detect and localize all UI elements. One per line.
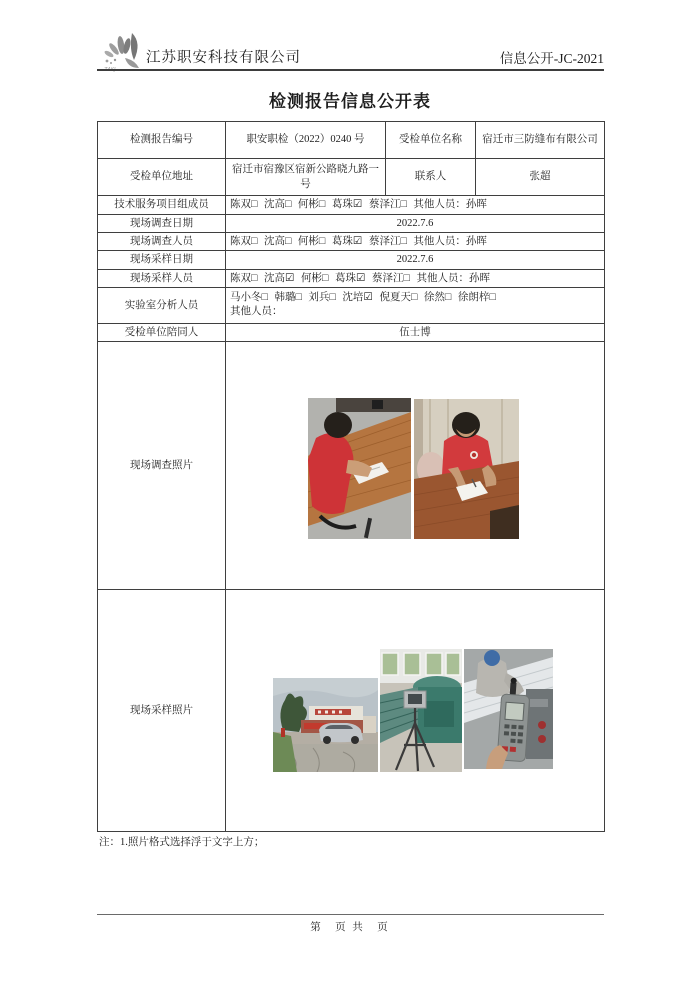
doc-code: 信息公开-JC-2021 <box>499 51 604 66</box>
factory-gate-photo <box>273 678 378 772</box>
report-info-table <box>97 121 605 832</box>
contact-label: 联系人 <box>386 159 476 196</box>
page-number-line: 第 页 共 页 <box>310 922 390 933</box>
contact-value: 张超 <box>476 159 605 196</box>
footer-rule <box>97 914 604 915</box>
report-number-label: 检测报告编号 <box>98 122 226 159</box>
survey-staff-label: 现场调查人员 <box>98 233 226 251</box>
sampling-date-value: 2022.7.6 <box>226 251 605 269</box>
page-title: 检测报告信息公开表 <box>269 92 431 111</box>
man-signing-at-desk-photo-1 <box>308 398 411 539</box>
survey-photos-cell <box>226 342 605 590</box>
lab-staff-line2: 其他人员： <box>230 306 283 318</box>
lab-staff-label: 实验室分析人员 <box>98 287 226 323</box>
survey-photos-label: 现场调查照片 <box>98 342 226 590</box>
header-rule <box>97 69 604 71</box>
escort-value: 伍士博 <box>226 323 605 341</box>
lab-staff-value <box>226 287 605 323</box>
unit-name-value: 宿迁市三防缝布有限公司 <box>476 122 605 159</box>
survey-date-value: 2022.7.6 <box>226 215 605 233</box>
company-name: 江苏职安科技有限公司 <box>146 50 301 66</box>
table-row <box>98 342 605 590</box>
survey-staff-value: 陈双□ 沈高□ 何彬□ 葛珠☑ 蔡泽江□ 其他人员：孙晖 <box>226 233 605 251</box>
machine-tripod-meter-photo <box>380 649 462 772</box>
table-row <box>98 196 605 215</box>
table-row <box>98 269 605 287</box>
project-team-value: 陈双□ 沈高□ 何彬□ 葛珠☑ 蔡泽江□ 其他人员：孙晖 <box>226 196 605 215</box>
unit-address-label: 受检单位地址 <box>98 159 226 196</box>
table-row <box>98 590 605 832</box>
table-row <box>98 251 605 269</box>
sampling-staff-value: 陈双□ 沈高☑ 何彬□ 葛珠☑ 蔡泽江□ 其他人员：孙晖 <box>226 269 605 287</box>
table-row <box>98 233 605 251</box>
sampling-staff-label: 现场采样人员 <box>98 269 226 287</box>
sampling-photos-cell <box>226 590 605 832</box>
report-number-value: 职安职检（2022）0240 号 <box>226 122 386 159</box>
handheld-sound-meter-photo <box>464 649 553 769</box>
leaf-logo-icon <box>101 30 145 72</box>
man-signing-at-desk-photo-2 <box>414 399 519 539</box>
project-team-label: 技术服务项目组成员 <box>98 196 226 215</box>
unit-name-label: 受检单位名称 <box>386 122 476 159</box>
table-row <box>98 159 605 196</box>
table-row <box>98 122 605 159</box>
table-row <box>98 323 605 341</box>
unit-address-value: 宿迁市宿豫区宿新公路晓九路一号 <box>226 159 386 196</box>
sampling-date-label: 现场采样日期 <box>98 251 226 269</box>
sampling-photos-label: 现场采样照片 <box>98 590 226 832</box>
table-row <box>98 287 605 323</box>
footnote: 注：1.照片格式选择浮于文字上方； <box>99 837 265 848</box>
table-row <box>98 215 605 233</box>
survey-date-label: 现场调查日期 <box>98 215 226 233</box>
lab-staff-line1: 马小冬□ 韩璐□ 刘兵□ 沈培☑ 倪夏天□ 徐然□ 徐朗梓□ <box>230 292 496 304</box>
escort-label: 受检单位陪同人 <box>98 323 226 341</box>
